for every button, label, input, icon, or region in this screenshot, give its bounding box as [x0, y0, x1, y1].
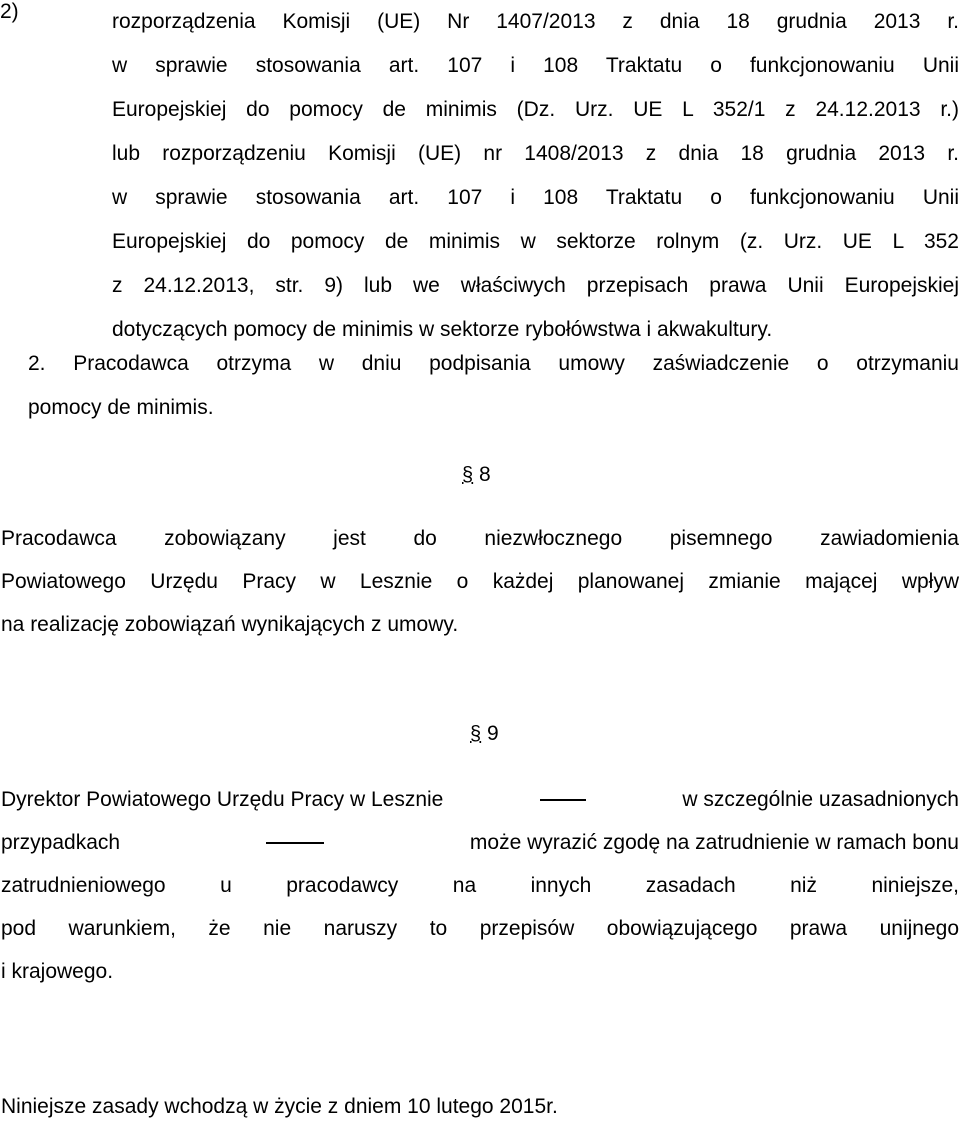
item2-line-5: w sprawie stosowania art. 107 i 108 Traktatu o funkcjonowaniu Unii [112, 186, 959, 209]
section-9-heading [470, 719, 499, 749]
section-sign: § [462, 464, 474, 486]
section9-line-1-part-1: Dyrektor Powiatowego Urzędu Pracy w Lesznie [1, 788, 444, 811]
section9-line-4: pod warunkiem, że nie naruszy to przepisów obowiązującego prawa unijnego [1, 917, 959, 940]
item2-line-8: dotyczących pomocy de minimis w sektorze rybołówstwa i akwakultury. [112, 318, 773, 341]
section-sign: § [470, 723, 482, 745]
section-number: 9 [486, 722, 499, 745]
section8-line-2: Powiatowego Urzędu Pracy w Lesznie o każdej planowanej zmianie mającej wpływ [1, 570, 959, 593]
closing-statement: Niniejsze zasady wchodzą w życie z dniem 10 lutego 2015r. [1, 1095, 558, 1118]
section-number: 8 [478, 463, 491, 486]
section9-line-5: i krajowego. [1, 960, 114, 983]
section9-line-3: zatrudnieniowego u pracodawcy na innych zasadach niż niniejsze, [1, 874, 959, 897]
dash [266, 842, 324, 844]
section9-line-2 [1, 821, 959, 864]
item2-line-6: Europejskiej do pomocy de minimis w sektorze rolnym (z. Urz. UE L 352 [112, 230, 959, 253]
item2-line-7: z 24.12.2013, str. 9) lub we właściwych przepisach prawa Unii Europejskiej [112, 274, 959, 297]
point-2 [28, 342, 959, 430]
item2-line-4: lub rozporządzeniu Komisji (UE) nr 1408/2013 z dnia 18 grudnia 2013 r. [112, 142, 959, 165]
list-item-body [112, 0, 959, 352]
item2-line-3: Europejskiej do pomocy de minimis (Dz. Urz. UE L 352/1 z 24.12.2013 r.) [112, 98, 959, 121]
item2-line-2: w sprawie stosowania art. 107 i 108 Traktatu o funkcjonowaniu Unii [112, 54, 959, 77]
point2-line-2: pomocy de minimis. [28, 396, 214, 419]
section9-line-2-part-2: może wyrazić zgodę na zatrudnienie w ramach bonu [469, 831, 959, 854]
list-item-number: 2) [0, 0, 19, 23]
section9-line-2-part-1: przypadkach [1, 831, 121, 854]
section-9-paragraph [1, 778, 959, 993]
item2-line-1: rozporządzenia Komisji (UE) Nr 1407/2013 z dnia 18 grudnia 2013 r. [112, 10, 959, 33]
section8-line-1: Pracodawca zobowiązany jest do niezwłocznego pisemnego zawiadomienia [1, 527, 959, 550]
section-8-heading [462, 460, 491, 490]
section9-line-1-part-2: w szczególnie uzasadnionych [682, 788, 959, 811]
section8-line-3: na realizację zobowiązań wynikających z umowy. [1, 613, 459, 636]
dash [540, 799, 586, 801]
section9-line-1 [1, 778, 959, 821]
section-8-paragraph [1, 517, 959, 646]
point2-line-1: 2. Pracodawca otrzyma w dniu podpisania umowy zaświadczenie o otrzymaniu [28, 352, 959, 375]
